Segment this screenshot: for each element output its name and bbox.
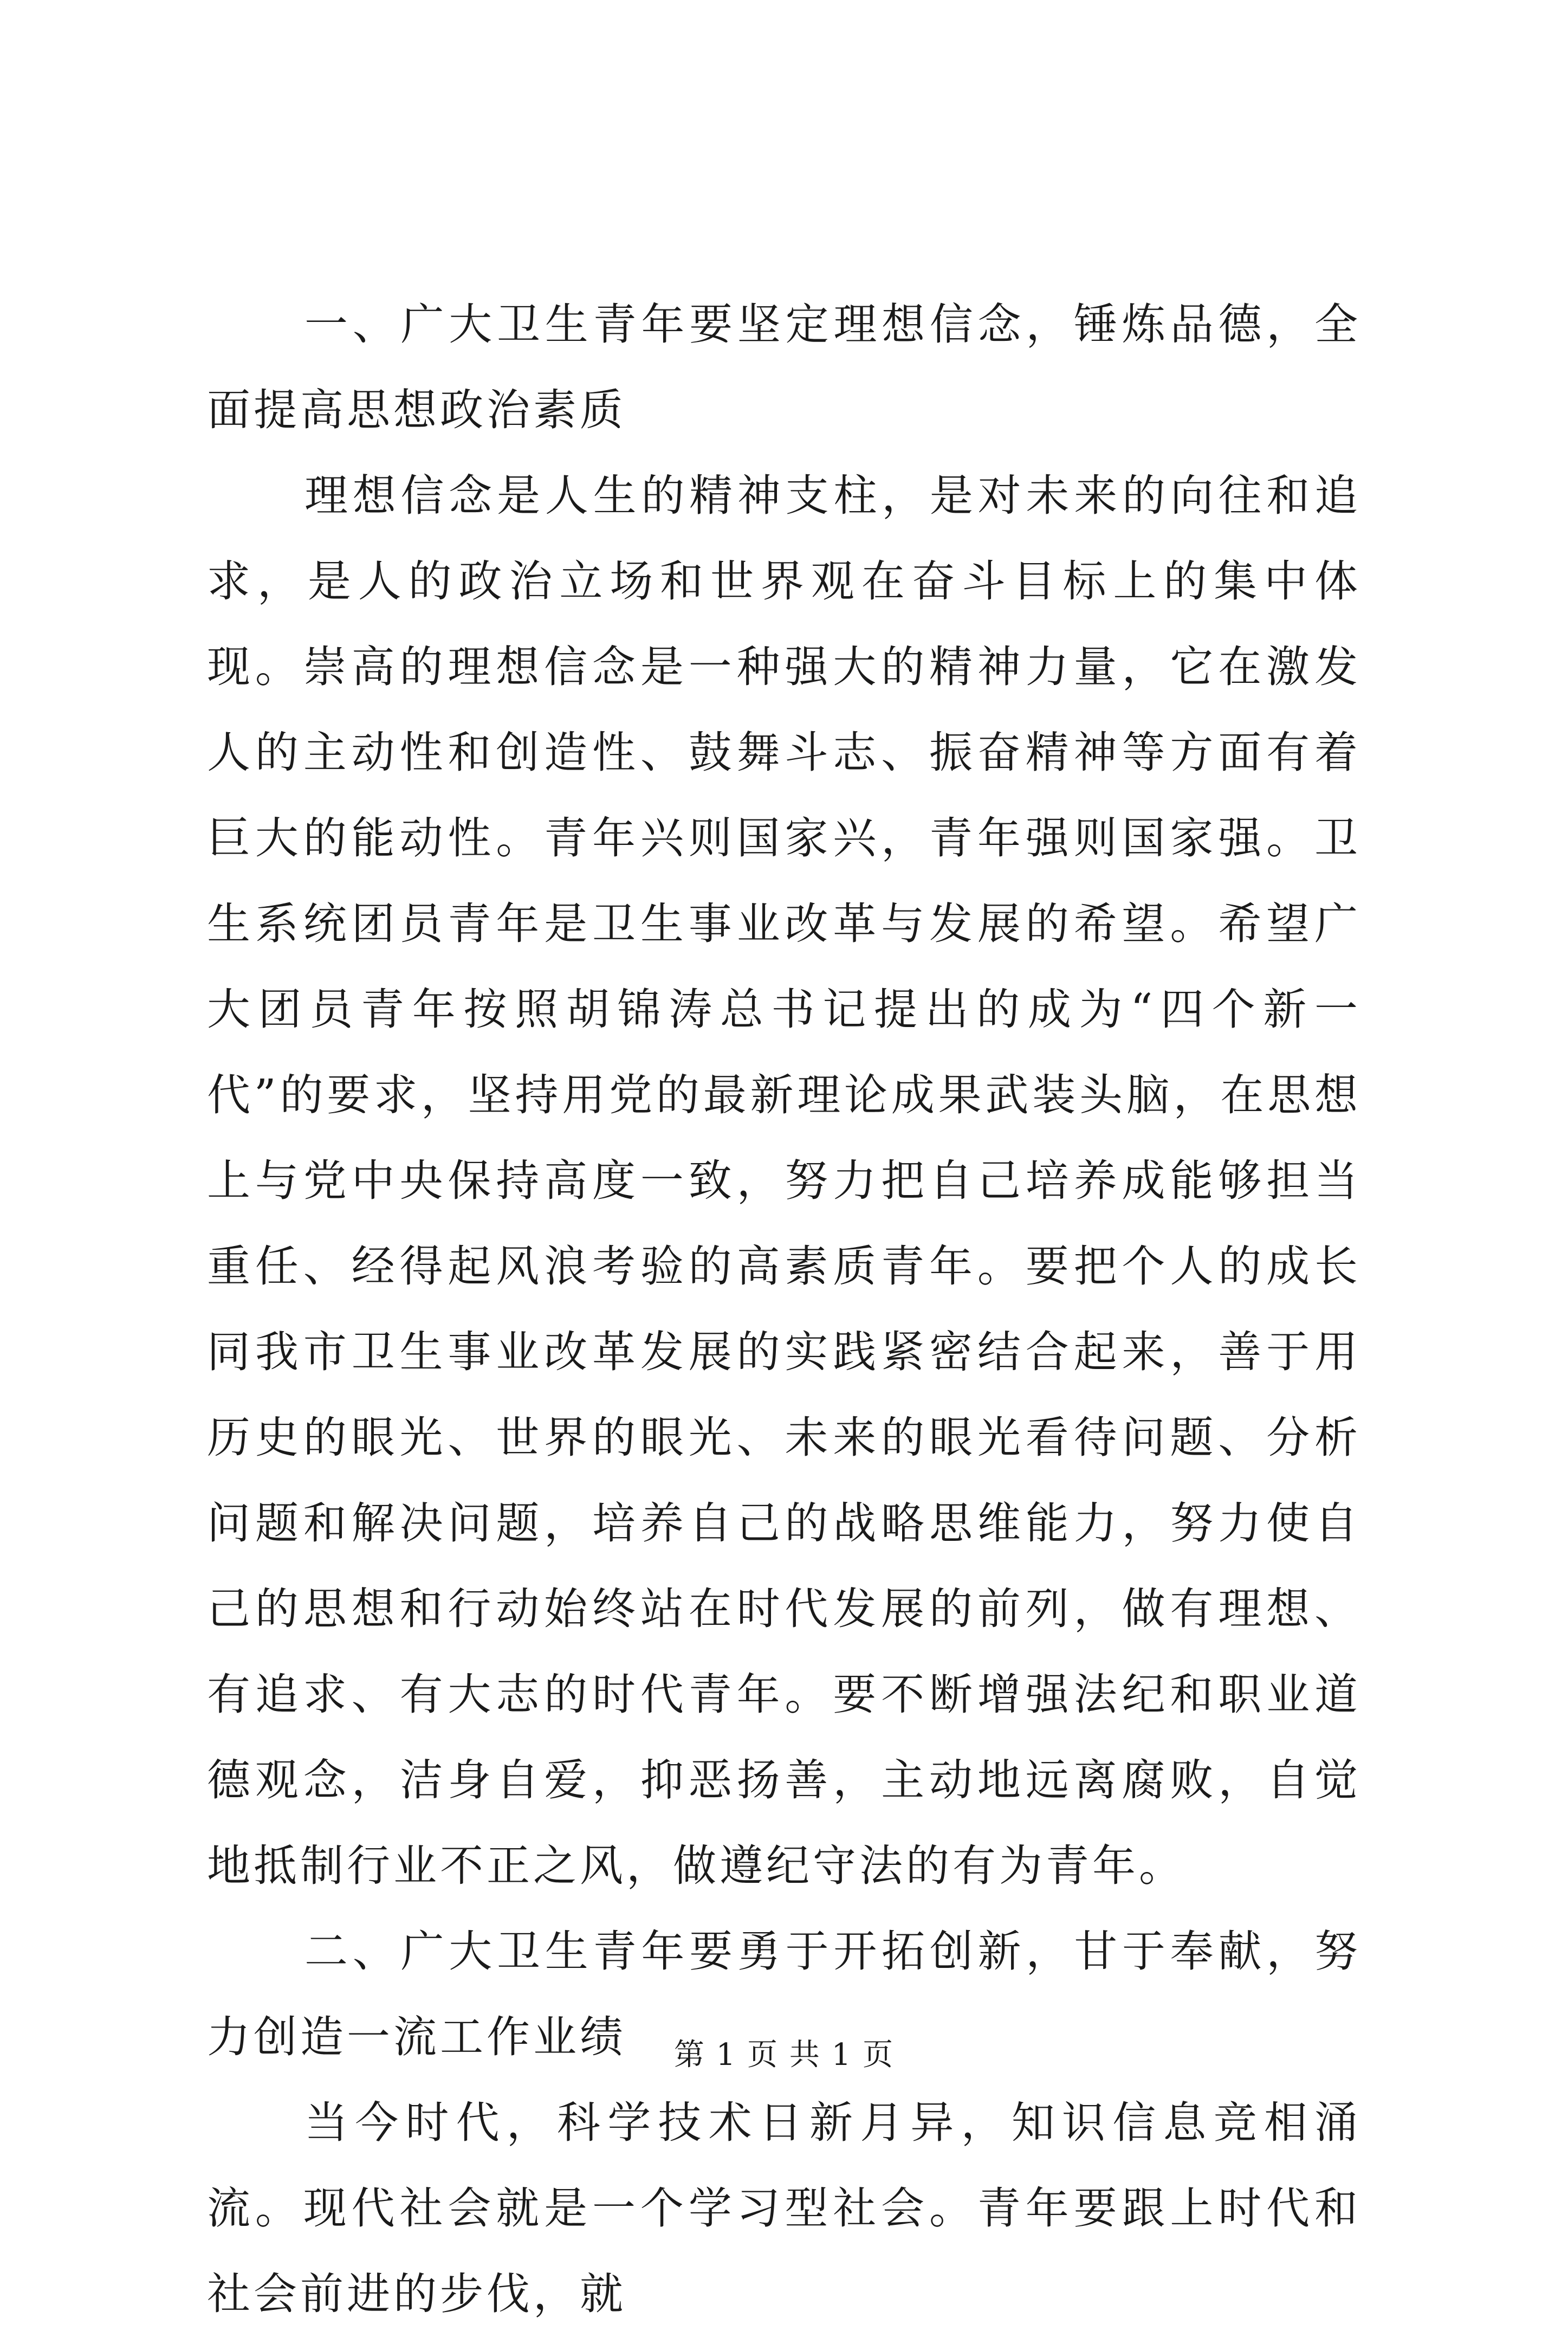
section-heading-2: 二、广大卫生青年要勇于开拓创新，甘于奉献，努力创造一流工作业绩 bbox=[207, 1926, 1361, 2062]
section-heading-1: 一、广大卫生青年要坚定理想信念，锤炼品德，全面提高思想政治素质 bbox=[207, 299, 1361, 435]
paragraph-era: 当今时代，科学技术日新月异，知识信息竞相涌流。现代社会就是一个学习型社会。青年要跟上时代和社会前进的步伐，就 bbox=[207, 2097, 1361, 2319]
document-body bbox=[207, 282, 1361, 2337]
paragraph-ideals: 理想信念是人生的精神支柱，是对未来的向往和追求，是人的政治立场和世界观在奋斗目标上的集中体现。崇高的理想信念是一种强大的精神力量，它在激发人的主动性和创造性、鼓舞斗志、振奋精神等方面有着巨大的能动性。青年兴则国家兴，青年强则国家强。卫生系统团员青年是卫生事业改革与发展的希望。希望广大团员青年按照胡锦涛总书记提出的成为“四个新一代”的要求，坚持用党的最新理论成果武装头脑，在思想上与党中央保持高度一致，努力把自己培养成能够担当重任、经得起风浪考验的高素质青年。要把个人的成长同我市卫生事业改革发展的实践紧密结合起来，善于用历史的眼光、世界的眼光、未来的眼光看待问题、分析问题和解决问题，培养自己的战略思维能力，努力使自己的思想和行动始终站在时代发展的前列，做有理想、有追求、有大志的时代青年。要不断增强法纪和职业道德观念，洁身自爱，抑恶扬善，主动地远离腐败，自觉地抵制行业不正之风，做遵纪守法的有为青年。 bbox=[207, 470, 1361, 1891]
page-footer: 第 1 页 共 1 页 bbox=[673, 2037, 895, 2073]
